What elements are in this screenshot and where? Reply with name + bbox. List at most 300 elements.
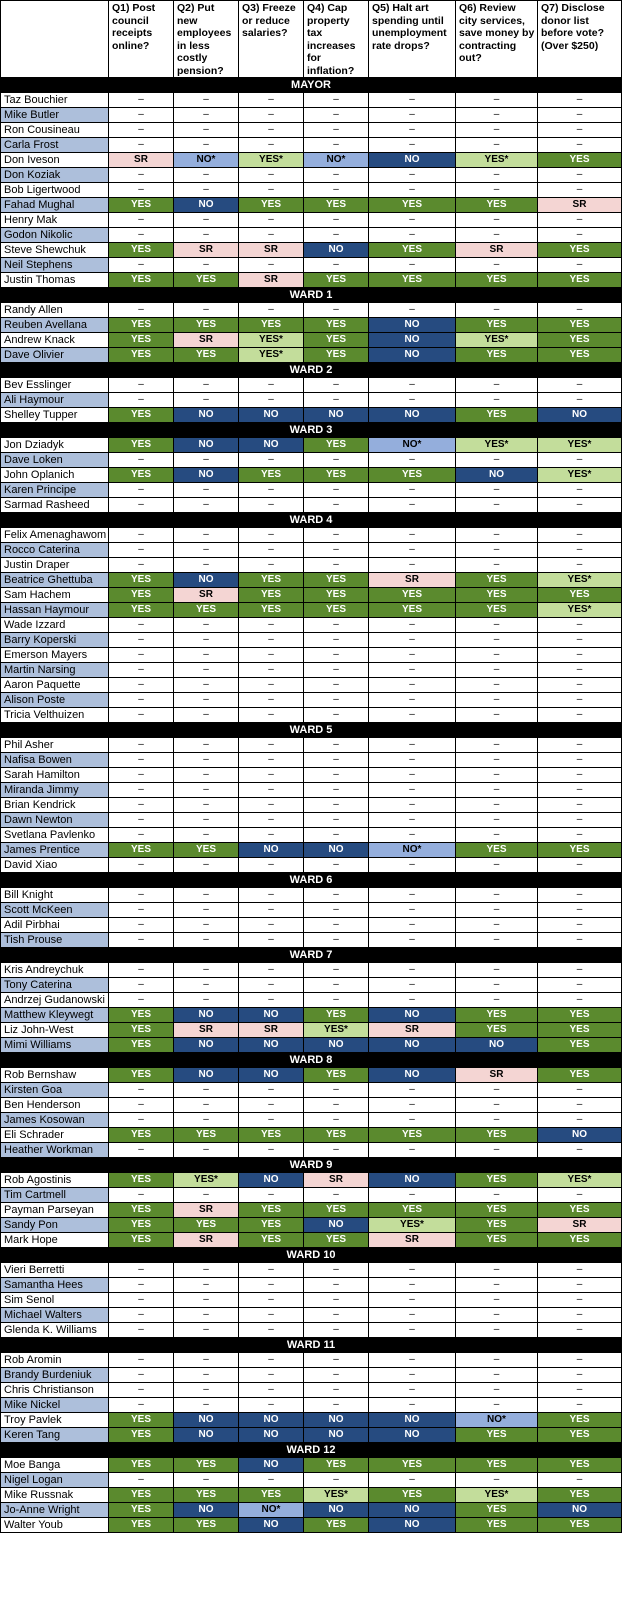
answer-cell-q1: YES (109, 1218, 174, 1233)
candidate-name: Dave Loken (1, 453, 109, 468)
candidate-name: Moe Banga (1, 1458, 109, 1473)
answer-cell-q4: NO* (304, 153, 369, 168)
table-row (1, 1143, 622, 1158)
answer-cell-q5: YES (369, 603, 456, 618)
table-row (1, 1023, 622, 1038)
answer-cell-q1: – (109, 708, 174, 723)
answer-cell-q5: YES (369, 1488, 456, 1503)
answer-cell-q2: – (174, 798, 239, 813)
answer-cell-q5: – (369, 1368, 456, 1383)
answer-cell-q4: YES* (304, 1023, 369, 1038)
table-row (1, 573, 622, 588)
answer-cell-q5: – (369, 453, 456, 468)
answer-cell-q4: YES (304, 438, 369, 453)
table-row (1, 528, 622, 543)
answer-cell-q6: – (456, 858, 538, 873)
table-row (1, 888, 622, 903)
candidate-name: Mimi Williams (1, 1038, 109, 1053)
candidate-name: Rob Aromin (1, 1353, 109, 1368)
answer-cell-q3: – (239, 528, 304, 543)
answer-cell-q3: – (239, 993, 304, 1008)
answer-cell-q1: YES (109, 333, 174, 348)
candidate-name: Ali Haymour (1, 393, 109, 408)
answer-cell-q3: NO (239, 408, 304, 423)
answer-cell-q4: NO (304, 1218, 369, 1233)
answer-cell-q3: – (239, 213, 304, 228)
answer-cell-q1: – (109, 828, 174, 843)
answer-cell-q2: – (174, 813, 239, 828)
answer-cell-q7: – (538, 528, 622, 543)
answer-cell-q5: – (369, 753, 456, 768)
answer-cell-q1: – (109, 393, 174, 408)
answer-cell-q3: NO (239, 1038, 304, 1053)
answer-cell-q7: YES (538, 1203, 622, 1218)
candidate-name: Bob Ligertwood (1, 183, 109, 198)
answer-cell-q6: YES* (456, 438, 538, 453)
answer-cell-q7: – (538, 168, 622, 183)
table-row (1, 903, 622, 918)
answer-cell-q1: – (109, 753, 174, 768)
answer-cell-q4: NO (304, 843, 369, 858)
candidate-name: Payman Parseyan (1, 1203, 109, 1218)
candidate-name: Michael Walters (1, 1308, 109, 1323)
table-row (1, 408, 622, 423)
answer-cell-q7: NO (538, 408, 622, 423)
answer-cell-q7: – (538, 1293, 622, 1308)
answer-cell-q4: – (304, 393, 369, 408)
answer-cell-q1: – (109, 813, 174, 828)
answer-cell-q3: – (239, 963, 304, 978)
table-row (1, 618, 622, 633)
answer-cell-q1: – (109, 618, 174, 633)
answer-cell-q4: – (304, 1278, 369, 1293)
section-header-row (1, 1158, 622, 1173)
candidate-name: Karen Principe (1, 483, 109, 498)
table-row (1, 273, 622, 288)
answer-cell-q3: – (239, 93, 304, 108)
candidate-name: Martin Narsing (1, 663, 109, 678)
candidate-name: Steve Shewchuk (1, 243, 109, 258)
answer-cell-q3: NO (239, 1428, 304, 1443)
table-row (1, 1098, 622, 1113)
answer-cell-q2: – (174, 768, 239, 783)
answer-cell-q3: YES (239, 603, 304, 618)
answer-cell-q6: – (456, 1353, 538, 1368)
answer-cell-q5: – (369, 933, 456, 948)
answer-cell-q5: YES (369, 588, 456, 603)
answer-cell-q1: YES (109, 603, 174, 618)
answer-cell-q4: – (304, 1263, 369, 1278)
header-row (1, 1, 622, 78)
answer-cell-q3: – (239, 378, 304, 393)
candidate-name: Tony Caterina (1, 978, 109, 993)
answer-cell-q2: – (174, 1263, 239, 1278)
candidate-name: Hassan Haymour (1, 603, 109, 618)
candidate-name: Kirsten Goa (1, 1083, 109, 1098)
answer-cell-q2: NO (174, 408, 239, 423)
answer-cell-q5: – (369, 528, 456, 543)
answer-cell-q2: – (174, 1188, 239, 1203)
answer-cell-q3: YES (239, 1203, 304, 1218)
section-title: WARD 7 (1, 948, 622, 963)
answer-cell-q7: YES (538, 153, 622, 168)
candidate-name: Don Koziak (1, 168, 109, 183)
answer-cell-q6: – (456, 378, 538, 393)
answer-cell-q5: – (369, 1278, 456, 1293)
answer-cell-q6: – (456, 648, 538, 663)
answer-cell-q2: – (174, 123, 239, 138)
answer-cell-q1: – (109, 123, 174, 138)
candidate-name: Felix Amenaghawom (1, 528, 109, 543)
answer-cell-q3: – (239, 1383, 304, 1398)
section-header-row (1, 1248, 622, 1263)
answer-cell-q3: YES* (239, 153, 304, 168)
candidate-name: Tricia Velthuizen (1, 708, 109, 723)
answer-cell-q6: YES (456, 273, 538, 288)
answer-cell-q1: – (109, 1383, 174, 1398)
answer-cell-q6: – (456, 183, 538, 198)
answer-cell-q3: YES (239, 1218, 304, 1233)
section-title: WARD 1 (1, 288, 622, 303)
table-row (1, 108, 622, 123)
answer-cell-q4: YES (304, 1128, 369, 1143)
answer-cell-q4: – (304, 93, 369, 108)
answer-cell-q4: – (304, 963, 369, 978)
answer-cell-q2: YES (174, 318, 239, 333)
answer-cell-q3: NO (239, 1068, 304, 1083)
answer-cell-q3: – (239, 558, 304, 573)
answer-cell-q2: YES (174, 273, 239, 288)
answer-cell-q3: – (239, 1308, 304, 1323)
answer-cell-q3: YES (239, 573, 304, 588)
answer-cell-q7: YES (538, 1458, 622, 1473)
answer-cell-q7: – (538, 1368, 622, 1383)
answer-cell-q4: – (304, 1188, 369, 1203)
answer-cell-q1: YES (109, 573, 174, 588)
table-row (1, 1503, 622, 1518)
answer-cell-q3: – (239, 768, 304, 783)
answer-cell-q4: – (304, 618, 369, 633)
answer-cell-q3: NO (239, 1173, 304, 1188)
answer-cell-q4: – (304, 303, 369, 318)
answer-cell-q6: – (456, 783, 538, 798)
answer-cell-q6: – (456, 618, 538, 633)
section-header-row (1, 723, 622, 738)
answer-cell-q5: – (369, 798, 456, 813)
header-q7: Q7) Disclose donor list before vote? (Over $250) (538, 1, 622, 78)
answer-cell-q2: NO* (174, 153, 239, 168)
answer-cell-q4: – (304, 378, 369, 393)
answer-cell-q6: – (456, 693, 538, 708)
answer-cell-q6: – (456, 963, 538, 978)
answer-cell-q7: – (538, 633, 622, 648)
answer-cell-q5: – (369, 138, 456, 153)
table-row (1, 693, 622, 708)
answer-cell-q4: YES (304, 573, 369, 588)
candidate-name: Barry Koperski (1, 633, 109, 648)
table-row (1, 1113, 622, 1128)
answer-cell-q3: – (239, 648, 304, 663)
table-row (1, 1308, 622, 1323)
answer-cell-q4: YES* (304, 1488, 369, 1503)
header-q6: Q6) Review city services, save money by contracting out? (456, 1, 538, 78)
table-row (1, 1518, 622, 1533)
answer-cell-q1: – (109, 1278, 174, 1293)
answer-cell-q2: – (174, 93, 239, 108)
answer-cell-q1: – (109, 1398, 174, 1413)
answer-cell-q2: – (174, 993, 239, 1008)
answer-cell-q7: – (538, 693, 622, 708)
candidate-name: Mike Nickel (1, 1398, 109, 1413)
answer-cell-q2: – (174, 933, 239, 948)
answer-cell-q6: YES (456, 1218, 538, 1233)
answer-cell-q5: NO (369, 318, 456, 333)
answer-cell-q4: – (304, 813, 369, 828)
answer-cell-q1: YES (109, 1173, 174, 1188)
answer-cell-q3: NO (239, 1413, 304, 1428)
answer-cell-q7: – (538, 813, 622, 828)
candidate-name: Svetlana Pavlenko (1, 828, 109, 843)
table-row (1, 183, 622, 198)
answer-cell-q3: NO (239, 1458, 304, 1473)
answer-cell-q1: – (109, 648, 174, 663)
candidate-name: Carla Frost (1, 138, 109, 153)
answer-cell-q5: – (369, 738, 456, 753)
answer-cell-q1: – (109, 93, 174, 108)
answer-cell-q4: NO (304, 1038, 369, 1053)
candidate-name: Justin Thomas (1, 273, 109, 288)
candidate-name: Nigel Logan (1, 1473, 109, 1488)
answer-cell-q7: – (538, 828, 622, 843)
answer-cell-q5: NO (369, 1428, 456, 1443)
answer-cell-q7: YES (538, 1518, 622, 1533)
answer-cell-q3: – (239, 228, 304, 243)
answer-cell-q7: YES (538, 1488, 622, 1503)
candidate-name: Godon Nikolic (1, 228, 109, 243)
answer-cell-q1: – (109, 1083, 174, 1098)
answer-cell-q5: – (369, 228, 456, 243)
candidate-name: Sim Senol (1, 1293, 109, 1308)
table-row (1, 1188, 622, 1203)
answer-cell-q2: NO (174, 1413, 239, 1428)
answer-cell-q1: – (109, 303, 174, 318)
answer-cell-q6: YES* (456, 333, 538, 348)
candidate-name: Neil Stephens (1, 258, 109, 273)
table-row (1, 1068, 622, 1083)
answer-cell-q6: YES (456, 318, 538, 333)
answer-cell-q2: – (174, 963, 239, 978)
answer-cell-q7: – (538, 888, 622, 903)
answer-cell-q5: – (369, 1098, 456, 1113)
answer-cell-q3: – (239, 933, 304, 948)
answer-cell-q2: – (174, 663, 239, 678)
answer-cell-q1: – (109, 663, 174, 678)
answer-cell-q4: YES (304, 1233, 369, 1248)
answer-cell-q7: – (538, 228, 622, 243)
answer-cell-q3: – (239, 753, 304, 768)
answer-cell-q1: YES (109, 588, 174, 603)
table-row (1, 198, 622, 213)
answer-cell-q3: NO (239, 1518, 304, 1533)
candidate-name: Andrzej Gudanowski (1, 993, 109, 1008)
candidate-name: Dawn Newton (1, 813, 109, 828)
answer-cell-q4: YES (304, 348, 369, 363)
answer-cell-q4: – (304, 858, 369, 873)
section-title: MAYOR (1, 78, 622, 93)
answer-cell-q6: – (456, 828, 538, 843)
answer-cell-q4: NO (304, 408, 369, 423)
answer-cell-q5: NO* (369, 438, 456, 453)
table-row (1, 1008, 622, 1023)
answer-cell-q7: – (538, 453, 622, 468)
answer-cell-q1: YES (109, 408, 174, 423)
answer-cell-q7: YES (538, 843, 622, 858)
table-row (1, 798, 622, 813)
table-row (1, 1128, 622, 1143)
answer-cell-q6: – (456, 1083, 538, 1098)
answer-cell-q2: – (174, 828, 239, 843)
answer-cell-q2: – (174, 483, 239, 498)
answer-cell-q4: – (304, 123, 369, 138)
candidate-name: Samantha Hees (1, 1278, 109, 1293)
answer-cell-q6: – (456, 258, 538, 273)
answer-cell-q3: NO (239, 1008, 304, 1023)
table-row (1, 993, 622, 1008)
table-row (1, 978, 622, 993)
candidate-name: Beatrice Ghettuba (1, 573, 109, 588)
answer-cell-q5: – (369, 1473, 456, 1488)
answer-cell-q4: – (304, 1308, 369, 1323)
answer-cell-q1: YES (109, 1008, 174, 1023)
answer-cell-q6: YES* (456, 1488, 538, 1503)
answer-cell-q5: – (369, 183, 456, 198)
answer-cell-q7: YES (538, 1023, 622, 1038)
answer-cell-q6: – (456, 498, 538, 513)
answer-cell-q5: – (369, 93, 456, 108)
answer-cell-q7: YES (538, 1233, 622, 1248)
answer-cell-q6: – (456, 1188, 538, 1203)
answer-cell-q3: – (239, 798, 304, 813)
answer-cell-q6: – (456, 903, 538, 918)
table-row (1, 588, 622, 603)
answer-cell-q1: YES (109, 843, 174, 858)
answer-cell-q3: – (239, 978, 304, 993)
answer-cell-q2: – (174, 1113, 239, 1128)
answer-cell-q5: – (369, 1143, 456, 1158)
candidate-name: Eli Schrader (1, 1128, 109, 1143)
answer-cell-q5: NO (369, 1503, 456, 1518)
answer-cell-q5: – (369, 768, 456, 783)
candidate-name: Glenda K. Williams (1, 1323, 109, 1338)
answer-cell-q4: NO (304, 1503, 369, 1518)
answer-cell-q3: – (239, 1113, 304, 1128)
answer-cell-q7: YES* (538, 573, 622, 588)
answer-cell-q3: NO (239, 843, 304, 858)
section-header-row (1, 948, 622, 963)
answer-cell-q6: – (456, 1278, 538, 1293)
answer-cell-q4: – (304, 663, 369, 678)
answer-cell-q6: YES (456, 1518, 538, 1533)
answer-cell-q6: YES (456, 1128, 538, 1143)
candidate-name: Mike Butler (1, 108, 109, 123)
table-row (1, 213, 622, 228)
answer-cell-q6: – (456, 558, 538, 573)
candidate-name: Ben Henderson (1, 1098, 109, 1113)
answer-cell-q1: – (109, 858, 174, 873)
candidate-name: Bill Knight (1, 888, 109, 903)
answer-cell-q2: – (174, 258, 239, 273)
table-row (1, 348, 622, 363)
answer-cell-q5: YES (369, 243, 456, 258)
table-row (1, 603, 622, 618)
answer-cell-q1: – (109, 798, 174, 813)
answer-cell-q6: YES (456, 1023, 538, 1038)
answer-cell-q5: – (369, 393, 456, 408)
answer-cell-q5: NO (369, 1068, 456, 1083)
answer-cell-q2: YES (174, 1128, 239, 1143)
answer-cell-q2: YES (174, 603, 239, 618)
answer-cell-q6: NO (456, 468, 538, 483)
answer-cell-q3: – (239, 678, 304, 693)
candidate-name: Wade Izzard (1, 618, 109, 633)
answer-cell-q5: NO (369, 153, 456, 168)
answer-cell-q1: – (109, 258, 174, 273)
answer-cell-q4: – (304, 648, 369, 663)
answer-cell-q2: – (174, 693, 239, 708)
answer-cell-q3: YES* (239, 333, 304, 348)
answer-cell-q2: – (174, 393, 239, 408)
answer-cell-q6: – (456, 528, 538, 543)
answer-cell-q6: – (456, 138, 538, 153)
answer-cell-q7: – (538, 558, 622, 573)
answer-cell-q7: – (538, 303, 622, 318)
answer-cell-q2: – (174, 903, 239, 918)
answer-cell-q2: SR (174, 1023, 239, 1038)
answer-cell-q6: YES (456, 573, 538, 588)
candidate-name: Justin Draper (1, 558, 109, 573)
answer-cell-q4: YES (304, 603, 369, 618)
answer-cell-q6: – (456, 1368, 538, 1383)
answer-cell-q5: – (369, 258, 456, 273)
answer-cell-q6: – (456, 918, 538, 933)
answer-cell-q5: – (369, 1383, 456, 1398)
table-row (1, 1413, 622, 1428)
candidate-name: Scott McKeen (1, 903, 109, 918)
answer-cell-q2: – (174, 528, 239, 543)
table-row (1, 1203, 622, 1218)
answer-cell-q5: – (369, 678, 456, 693)
answer-cell-q7: – (538, 708, 622, 723)
answer-cell-q3: YES (239, 468, 304, 483)
answer-cell-q5: – (369, 168, 456, 183)
answer-cell-q7: – (538, 378, 622, 393)
answer-cell-q3: YES (239, 198, 304, 213)
answer-cell-q5: – (369, 708, 456, 723)
table-row (1, 858, 622, 873)
answer-cell-q6: YES (456, 198, 538, 213)
answer-cell-q2: – (174, 108, 239, 123)
candidate-name: Rob Agostinis (1, 1173, 109, 1188)
answer-cell-q5: – (369, 648, 456, 663)
answer-cell-q7: – (538, 1473, 622, 1488)
section-header-row (1, 1338, 622, 1353)
answer-cell-q3: – (239, 663, 304, 678)
answer-cell-q4: – (304, 918, 369, 933)
answer-cell-q3: – (239, 483, 304, 498)
section-title: WARD 12 (1, 1443, 622, 1458)
answer-cell-q4: – (304, 1398, 369, 1413)
candidate-name: Sarah Hamilton (1, 768, 109, 783)
